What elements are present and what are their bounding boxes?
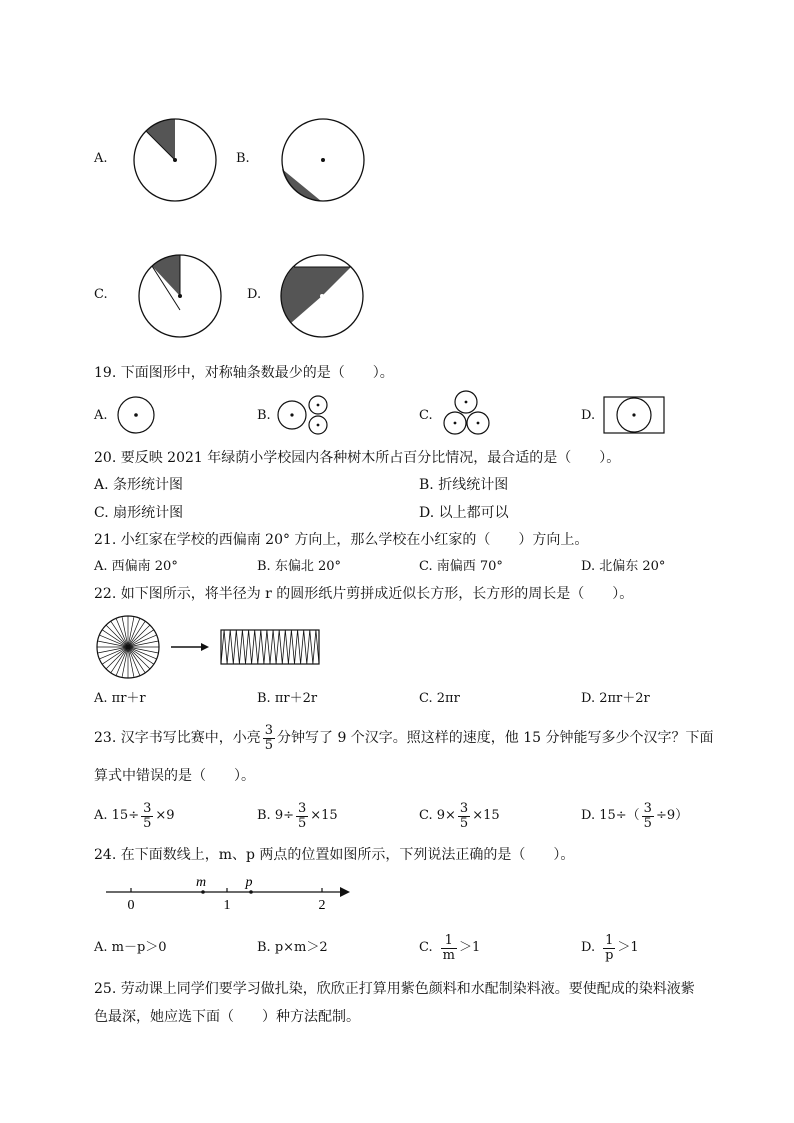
- q24-stem: 24. 在下面数线上，m、p 两点的位置如图所示，下列说法正确的是（ ）。: [94, 847, 575, 863]
- q24-option-c: C. $\frac{1}{m}$ ＞1: [419, 932, 481, 963]
- q21-option-d: D. 北偏东 20°: [581, 559, 666, 574]
- q23-option-d: D. 15÷（ $\frac{3}{5}$ ÷9）: [581, 800, 689, 831]
- q24-option-b: B. p×m＞2: [257, 940, 328, 955]
- q25-stem-line2: 色最深，她应选下面（ ）种方法配制。: [94, 1009, 360, 1025]
- q19-stem: 19. 下面图形中，对称轴条数最少的是（ ）。: [94, 365, 394, 381]
- q18-option-c-label: C.: [94, 287, 108, 302]
- q20-option-d: D. 以上都可以: [419, 505, 509, 521]
- q19-option-d-label: D.: [581, 408, 596, 423]
- tick-label-0: 0: [127, 898, 135, 913]
- q21-option-a: A. 西偏南 20°: [94, 559, 178, 574]
- q18-option-a-label: A.: [94, 151, 108, 166]
- q25-stem-line1: 25. 劳动课上同学们要学习做扎染，欣欣正打算用紫色颜料和水配制染料液。要使配成的染料液紫: [94, 981, 695, 997]
- q21-option-b: B. 东偏北 20°: [257, 559, 341, 574]
- q22-option-b: B. πr＋2r: [257, 691, 318, 706]
- q22-option-d: D. 2πr＋2r: [581, 691, 650, 706]
- q24-option-d: D. $\frac{1}{p}$ ＞1: [581, 932, 639, 963]
- q22-stem: 22. 如下图所示，将半径为 r 的圆形纸片剪拼成近似长方形，长方形的周长是（ ）。: [94, 586, 634, 602]
- q21-stem: 21. 小红家在学校的西偏南 20° 方向上，那么学校在小红家的（ ）方向上。: [94, 532, 589, 548]
- point-m-label: m: [195, 875, 207, 890]
- q19-option-c-label: C.: [419, 408, 433, 423]
- q24-option-a: A. m－p＞0: [94, 940, 167, 955]
- q19-option-a-label: A.: [94, 408, 108, 423]
- q22-option-a: A. πr＋r: [94, 691, 146, 706]
- q20-option-b: B. 折线统计图: [419, 477, 509, 493]
- tick-label-1: 1: [223, 898, 231, 913]
- q18-option-b-label: B.: [236, 151, 250, 166]
- q23-stem-post: 分钟写了 9 个汉字。照这样的速度，他 15 分钟能写多少个汉字？下面: [277, 730, 714, 746]
- q23-stem-line2: 算式中错误的是（ ）。: [94, 768, 255, 784]
- q20-stem: 20. 要反映 2021 年绿荫小学校园内各种树木所占百分比情况，最合适的是（ ）。: [94, 450, 621, 466]
- q19-option-b-label: B.: [257, 408, 271, 423]
- q22-option-c: C. 2πr: [419, 691, 460, 706]
- q21-option-c: C. 南偏西 70°: [419, 559, 503, 574]
- q23-option-c: C. 9× $\frac{3}{5}$ ×15: [419, 800, 500, 831]
- q18-option-d-label: D.: [247, 287, 262, 302]
- q23-option-b: B. 9÷ $\frac{3}{5}$ ×15: [257, 800, 338, 831]
- q23-stem-pre: 23. 汉字书写比赛中，小亮: [94, 730, 261, 746]
- point-p-label: p: [245, 875, 253, 890]
- q23-option-a: A. 15÷ $\frac{3}{5}$ ×9: [94, 800, 175, 831]
- q23-stem-fraction: $\frac{3}{5}$: [264, 722, 273, 753]
- point-p-dot: [249, 890, 253, 894]
- point-m-dot: [201, 890, 205, 894]
- q20-option-c: C. 扇形统计图: [94, 505, 184, 521]
- q20-option-a: A. 条形统计图: [94, 477, 184, 493]
- tick-label-2: 2: [318, 898, 326, 913]
